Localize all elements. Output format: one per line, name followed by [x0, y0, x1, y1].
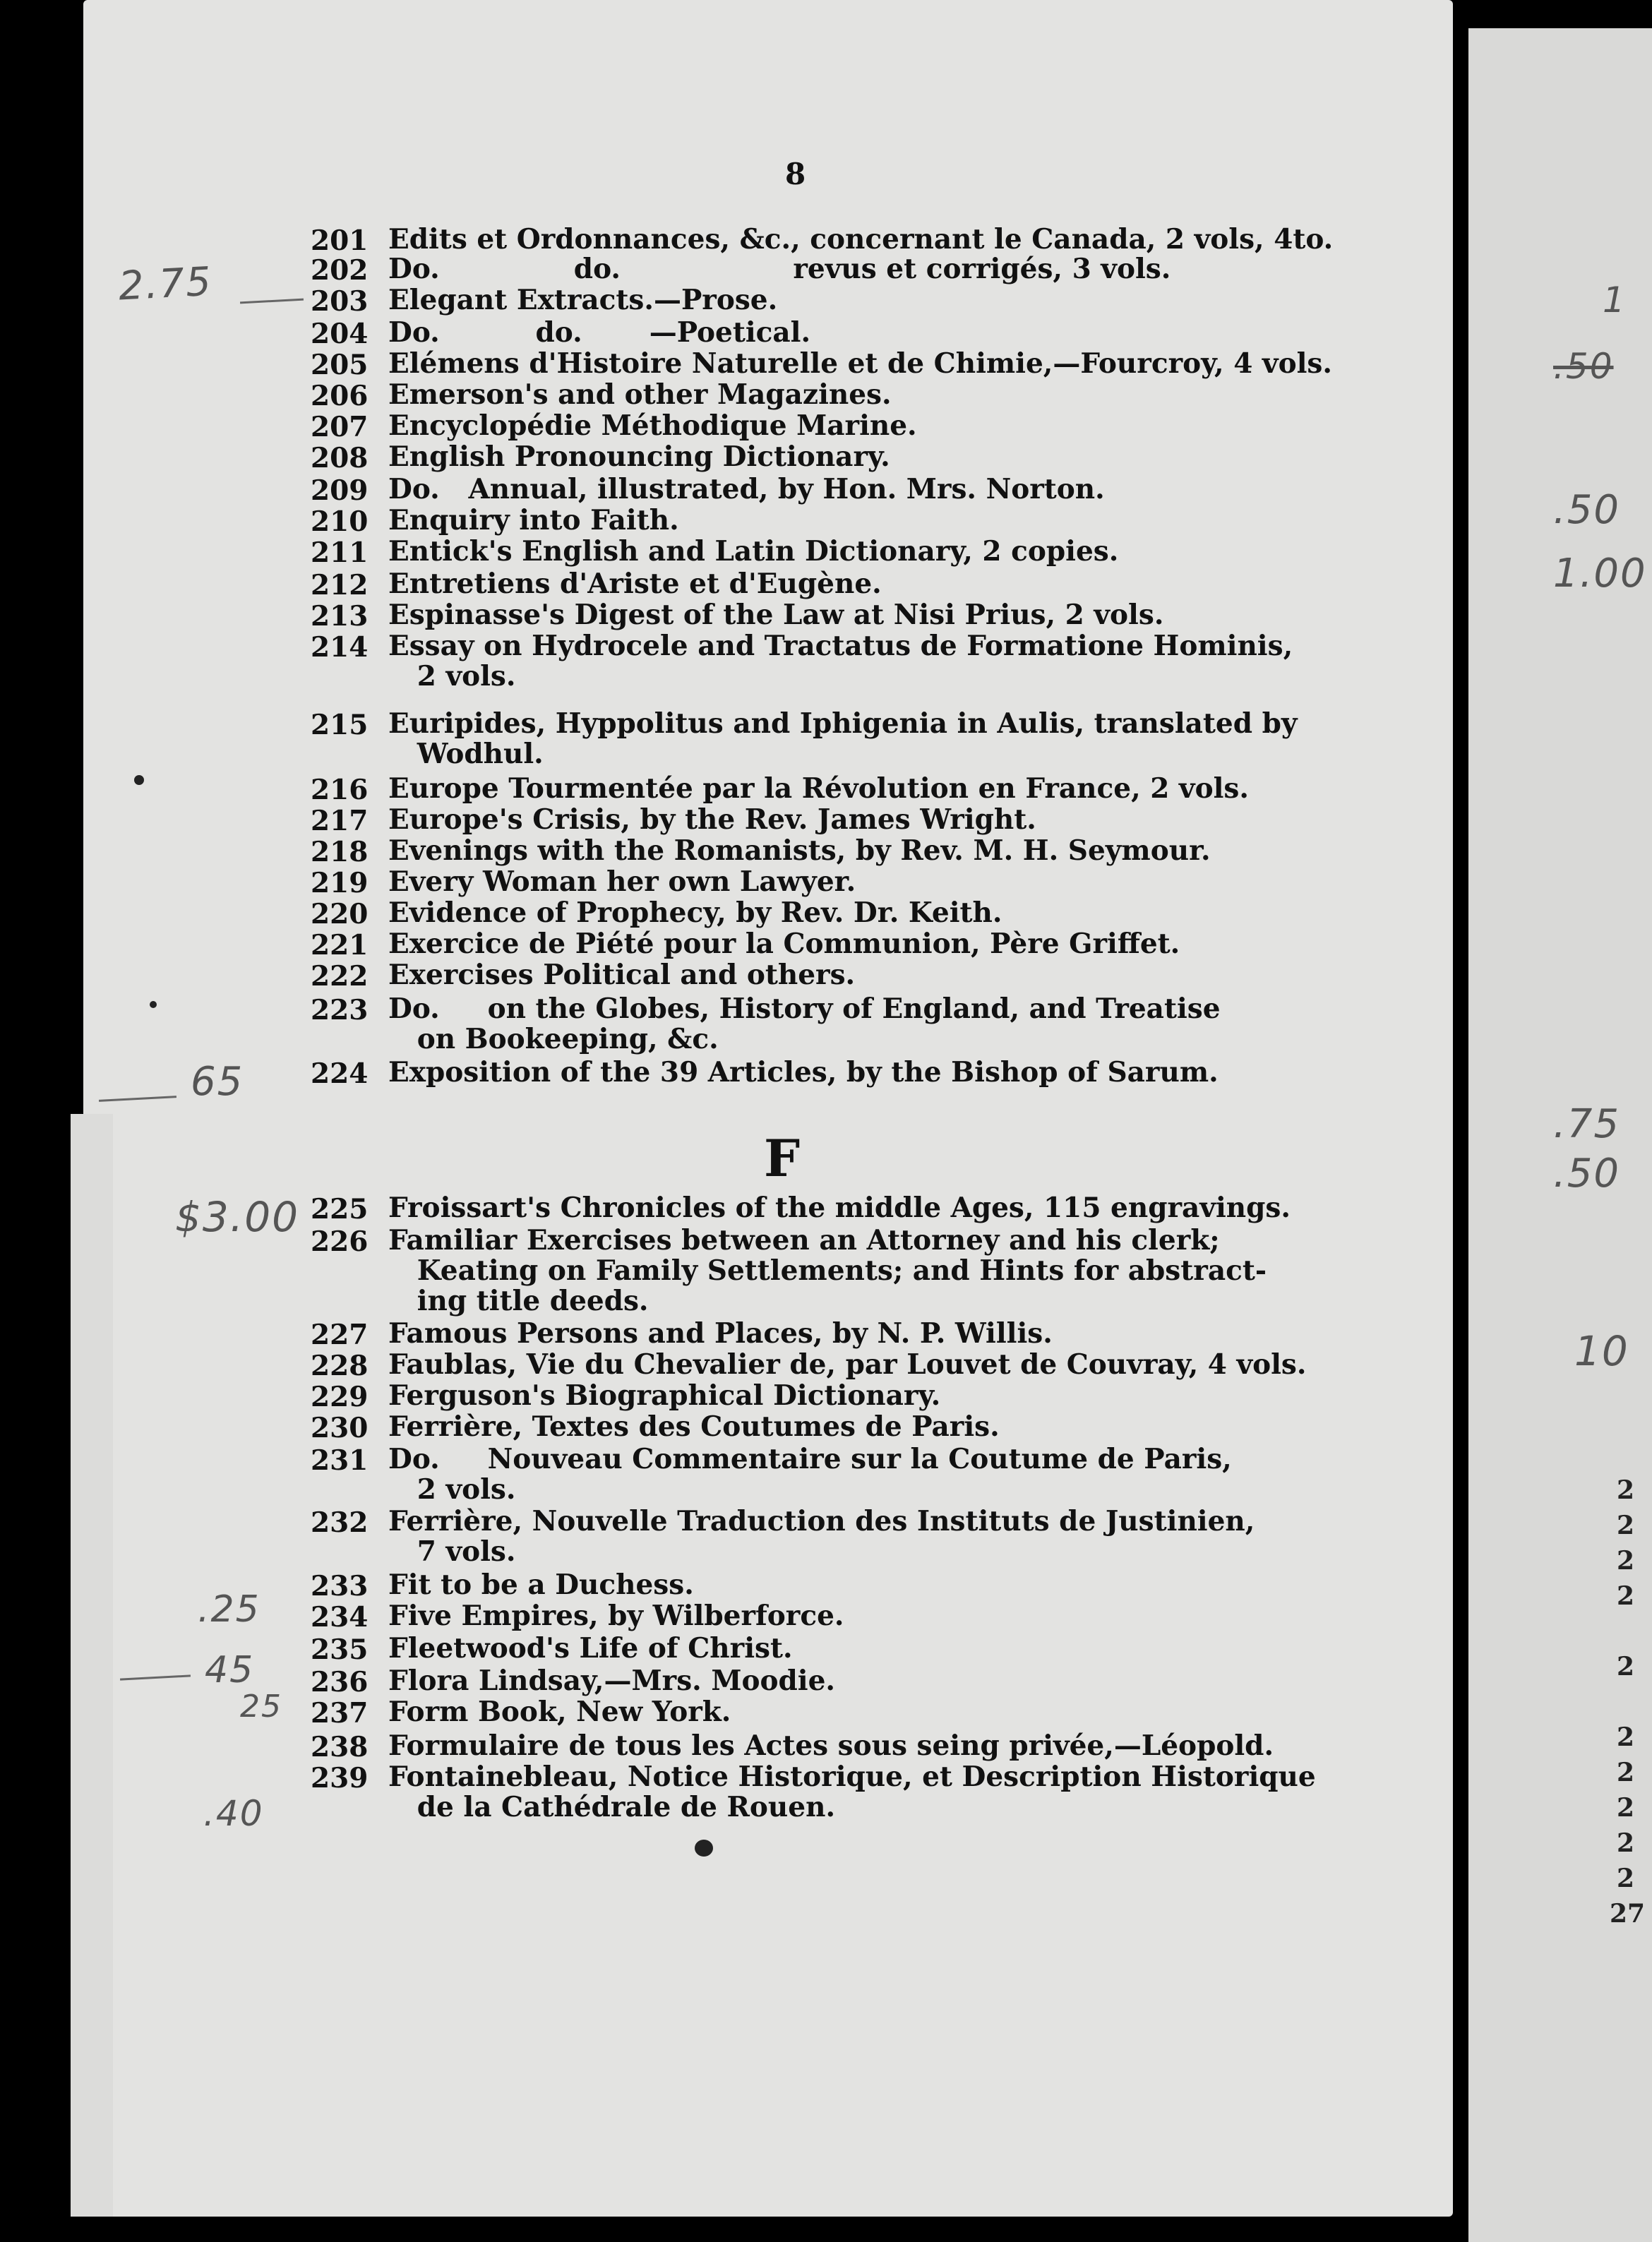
entry-number: 234	[311, 1601, 369, 1633]
page-number: 8	[785, 157, 806, 191]
entry-number: 236	[311, 1666, 369, 1698]
entry-number: 227	[311, 1319, 369, 1351]
right-margin-number: 2	[1617, 1652, 1635, 1681]
entry-number: 217	[311, 805, 369, 837]
entry-number: 222	[311, 960, 369, 993]
entry-number: 210	[311, 505, 369, 538]
entry-title: Essay on Hydrocele and Tractatus de Formatione Hominis, 2 vols.	[388, 630, 1293, 693]
entry-title: Do. on the Globes, History of England, and Treatise on Bookeeping, &c.	[388, 993, 1221, 1055]
margin-note-right: 10	[1574, 1327, 1629, 1375]
entry-number: 207	[311, 411, 369, 443]
entry-number: 212	[311, 569, 369, 601]
entry-title: Encyclopédie Méthodique Marine.	[388, 409, 917, 442]
entry-title: Do. Annual, illustrated, by Hon. Mrs. Norton.	[388, 473, 1105, 505]
entry-number: 202	[311, 254, 369, 287]
entry-title: English Pronouncing Dictionary.	[388, 440, 890, 473]
margin-note-price: .40	[203, 1793, 264, 1834]
entry-title: Evenings with the Romanists, by Rev. M. H. Seymour.	[388, 834, 1211, 867]
entry-title: Exposition of the 39 Articles, by the Bishop of Sarum.	[388, 1056, 1219, 1089]
margin-note-price: 2.75	[117, 258, 214, 310]
right-margin-number: 2	[1617, 1828, 1635, 1858]
entry-number: 206	[311, 380, 369, 412]
entry-title: Emerson's and other Magazines.	[388, 378, 892, 411]
entry-title: Fleetwood's Life of Christ.	[388, 1632, 793, 1665]
entry-number: 215	[311, 709, 369, 741]
entry-title: Ferguson's Biographical Dictionary.	[388, 1379, 941, 1412]
entry-number: 239	[311, 1762, 369, 1794]
entry-number: 226	[311, 1225, 369, 1258]
entry-number: 221	[311, 929, 369, 961]
entry-title: Formulaire de tous les Actes sous seing privée,—Léopold.	[388, 1730, 1274, 1762]
right-margin-number: 2	[1617, 1758, 1635, 1787]
entry-number: 223	[311, 994, 369, 1026]
entry-title: Entretiens d'Ariste et d'Eugène.	[388, 568, 882, 600]
right-margin-number: 2	[1617, 1793, 1635, 1823]
entry-title: Fontainebleau, Notice Historique, et Description Historique de la Cathédrale de Rouen.	[388, 1761, 1316, 1823]
margin-note-price: $3.00	[175, 1193, 300, 1241]
entry-title: Elegant Extracts.—Prose.	[388, 284, 778, 316]
entry-number: 233	[311, 1570, 369, 1602]
entry-number: 201	[311, 224, 369, 257]
margin-note-price: 45	[205, 1649, 255, 1691]
entry-number: 232	[311, 1506, 369, 1539]
entry-number: 218	[311, 836, 369, 868]
entry-title: Froissart's Chronicles of the middle Ages, 115 engravings.	[388, 1192, 1291, 1224]
entry-title: Espinasse's Digest of the Law at Nisi Prius, 2 vols.	[388, 599, 1164, 631]
entry-title: Do. do. —Poetical.	[388, 316, 811, 349]
right-margin-number: 2	[1617, 1475, 1635, 1505]
entry-number: 228	[311, 1350, 369, 1382]
margin-note-price: 65	[191, 1059, 244, 1105]
section-heading-letter: F	[764, 1128, 801, 1188]
entry-number: 220	[311, 898, 369, 930]
margin-note-price: .25	[198, 1588, 261, 1631]
margin-note-right: .50	[1553, 487, 1621, 533]
entry-title: Faublas, Vie du Chevalier de, par Louvet de Couvray, 4 vols.	[388, 1348, 1307, 1381]
entry-number: 211	[311, 536, 369, 569]
ink-blot	[134, 775, 144, 785]
entry-number: 204	[311, 318, 369, 350]
entry-title: Exercises Political and others.	[388, 959, 856, 991]
entry-title: Entick's English and Latin Dictionary, 2 copies.	[388, 535, 1119, 568]
entry-number: 216	[311, 774, 369, 806]
right-margin-number: 2	[1617, 1511, 1635, 1540]
entry-title: Exercice de Piété pour la Communion, Père Griffet.	[388, 928, 1180, 960]
entry-number: 203	[311, 285, 369, 318]
entry-title: Fit to be a Duchess.	[388, 1569, 694, 1601]
ink-blot	[695, 1840, 713, 1857]
entry-title: Elémens d'Histoire Naturelle et de Chimie,—Fourcroy, 4 vols.	[388, 347, 1332, 380]
entry-number: 209	[311, 474, 369, 507]
entry-number: 213	[311, 600, 369, 633]
entry-title: Euripides, Hyppolitus and Iphigenia in Aulis, translated by Wodhul.	[388, 707, 1298, 770]
right-margin-number: 2	[1617, 1546, 1635, 1576]
ink-blot	[150, 1001, 157, 1008]
entry-title: Familiar Exercises between an Attorney and his clerk; Keating on Family Settlements; and Hints for abstract- ing title deeds.	[388, 1224, 1267, 1317]
entry-number: 225	[311, 1193, 369, 1225]
entry-title: Europe's Crisis, by the Rev. James Wright.	[388, 803, 1036, 836]
entry-number: 230	[311, 1412, 369, 1444]
entry-title: Edits et Ordonnances, &c., concernant le Canada, 2 vols, 4to.	[388, 223, 1334, 256]
entry-title: Famous Persons and Places, by N. P. Willis.	[388, 1317, 1053, 1350]
entry-number: 235	[311, 1633, 369, 1666]
entry-number: 224	[311, 1057, 369, 1090]
margin-note-right: .50	[1553, 346, 1614, 387]
entry-title: Do. do. revus et corrigés, 3 vols.	[388, 253, 1171, 285]
right-margin-number: 27	[1610, 1899, 1646, 1929]
entry-title: Ferrière, Textes des Coutumes de Paris.	[388, 1410, 1000, 1443]
entry-number: 205	[311, 349, 369, 381]
entry-title: Five Empires, by Wilberforce.	[388, 1600, 844, 1632]
entry-number: 214	[311, 631, 369, 664]
margin-note-right: .50	[1553, 1151, 1621, 1197]
entry-number: 219	[311, 867, 369, 899]
entry-title: Enquiry into Faith.	[388, 504, 679, 536]
margin-note-right: 1.00	[1553, 551, 1647, 597]
entry-title: Form Book, New York.	[388, 1696, 731, 1728]
right-margin-number: 2	[1617, 1864, 1635, 1893]
margin-note-right: 1	[1603, 280, 1627, 320]
entry-number: 238	[311, 1731, 369, 1763]
entry-title: Flora Lindsay,—Mrs. Moodie.	[388, 1665, 836, 1697]
right-margin-number: 2	[1617, 1722, 1635, 1752]
entry-number: 208	[311, 442, 369, 474]
right-margin-number: 2	[1617, 1581, 1635, 1611]
entry-title: Evidence of Prophecy, by Rev. Dr. Keith.	[388, 897, 1002, 929]
entry-title: Every Woman her own Lawyer.	[388, 865, 856, 898]
entry-number: 229	[311, 1381, 369, 1413]
entry-number: 231	[311, 1444, 369, 1477]
entry-title: Europe Tourmentée par la Révolution en France, 2 vols.	[388, 772, 1249, 805]
entry-title: Ferrière, Nouvelle Traduction des Instituts de Justinien, 7 vols.	[388, 1505, 1255, 1568]
margin-note-price: 25	[240, 1689, 282, 1725]
entry-title: Do. Nouveau Commentaire sur la Coutume de Paris, 2 vols.	[388, 1443, 1232, 1506]
margin-note-right: .75	[1553, 1101, 1621, 1147]
entry-number: 237	[311, 1697, 369, 1730]
